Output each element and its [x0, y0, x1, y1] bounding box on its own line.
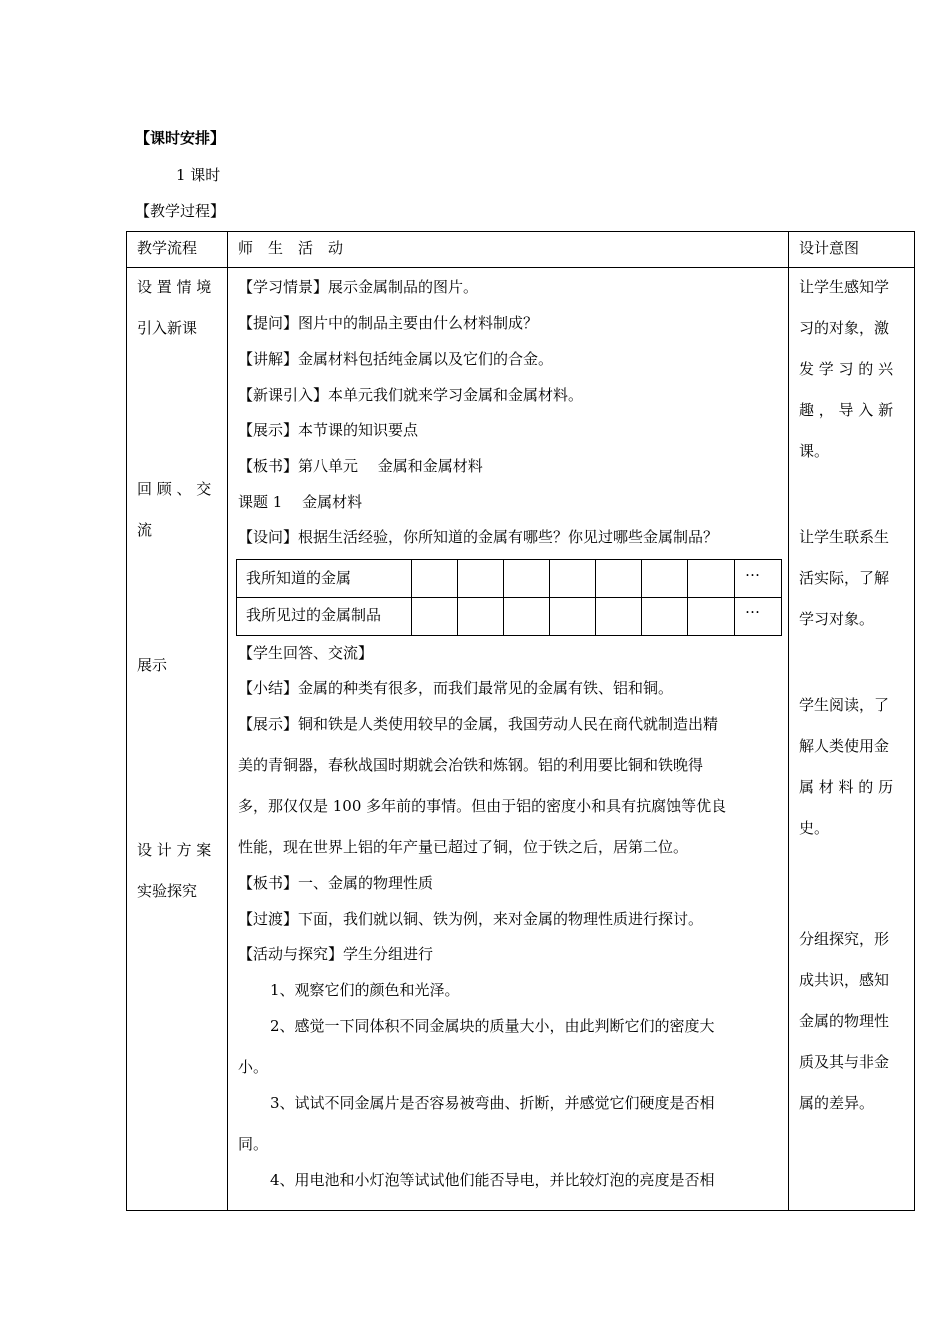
- intent-line: 解人类使用金: [799, 737, 890, 755]
- intent-line: 课。: [799, 442, 830, 460]
- activity-line: 【学生回答、交流】: [238, 644, 374, 662]
- col-header-activity: 师 生 活 动: [238, 239, 344, 257]
- schedule-heading: 【课时安排】: [135, 129, 226, 147]
- activity-line: 4、用电池和小灯泡等试试他们能否导电，并比较灯泡的亮度是否相: [270, 1171, 715, 1189]
- process-heading: 【教学过程】: [135, 202, 226, 220]
- flow-step: 引入新课: [137, 319, 198, 337]
- intent-line: 属的差异。: [799, 1094, 875, 1112]
- inner-row-label: 我所见过的金属制品: [246, 606, 382, 624]
- activity-line: 1、观察它们的颜色和光泽。: [270, 981, 460, 999]
- intent-line: 活实际，了解: [799, 569, 890, 587]
- intent-line: 分组探究，形: [799, 930, 890, 948]
- activity-line: 【展示】本节课的知识要点: [238, 421, 419, 439]
- activity-line: 多，那仅仅是 100 多年前的事情。但由于铝的密度小和具有抗腐蚀等优良: [238, 797, 727, 815]
- activity-line: 【活动与探究】学生分组进行: [238, 945, 434, 963]
- flow-step: 流: [137, 521, 153, 539]
- activity-line: 同。: [238, 1135, 269, 1153]
- activity-line: 性能，现在世界上铝的年产量已超过了铜，位于铁之后，居第二位。: [238, 838, 689, 856]
- intent-line: 属 材 料 的 历: [799, 778, 894, 796]
- col-header-flow: 教学流程: [137, 239, 198, 257]
- intent-line: 学习对象。: [799, 610, 875, 628]
- activity-line: 【讲解】金属材料包括纯金属以及它们的合金。: [238, 350, 554, 368]
- activity-line: 【过渡】下面，我们就以铜、铁为例，来对金属的物理性质进行探讨。: [238, 910, 704, 928]
- intent-line: 发 学 习 的 兴: [799, 360, 894, 378]
- activity-line: 【板书】一、金属的物理性质: [238, 874, 434, 892]
- metal-survey-table: [236, 559, 782, 636]
- intent-line: 学生阅读，了: [799, 696, 890, 714]
- flow-step: 回 顾 、 交: [137, 480, 212, 498]
- col-header-intent: 设计意图: [799, 239, 860, 257]
- flow-step: 展示: [137, 656, 168, 674]
- activity-line: 【展示】铜和铁是人类使用较早的金属，我国劳动人民在商代就制造出精: [238, 715, 719, 733]
- activity-line: 【设问】根据生活经验，你所知道的金属有哪些？你见过哪些金属制品？: [238, 528, 719, 546]
- intent-line: 趣 ， 导 入 新: [799, 401, 894, 419]
- activity-line: 课题 1 金属材料: [238, 493, 363, 511]
- teaching-process-table: [126, 231, 915, 1211]
- inner-row-label: 我所知道的金属: [246, 569, 352, 587]
- activity-line: 【学习情景】展示金属制品的图片。: [238, 278, 479, 296]
- flow-step: 实验探究: [137, 882, 198, 900]
- activity-line: 小。: [238, 1058, 269, 1076]
- activity-line: 【小结】金属的种类有很多，而我们最常见的金属有铁、铝和铜。: [238, 679, 674, 697]
- intent-line: 成共识，感知: [799, 971, 890, 989]
- inner-row-ellipsis: …: [745, 599, 760, 617]
- activity-line: 【新课引入】本单元我们就来学习金属和金属材料。: [238, 386, 584, 404]
- flow-step: 设 计 方 案: [137, 841, 212, 859]
- intent-line: 让学生联系生: [799, 528, 890, 546]
- inner-row-ellipsis: …: [745, 562, 760, 580]
- intent-line: 习的对象，激: [799, 319, 890, 337]
- intent-line: 质及其与非金: [799, 1053, 890, 1071]
- intent-line: 史。: [799, 819, 830, 837]
- intent-line: 让学生感知学: [799, 278, 890, 296]
- schedule-value: 1 课时: [176, 166, 221, 184]
- intent-line: 金属的物理性: [799, 1012, 890, 1030]
- flow-step: 设 置 情 境: [137, 278, 212, 296]
- activity-line: 3、试试不同金属片是否容易被弯曲、折断，并感觉它们硬度是否相: [270, 1094, 715, 1112]
- activity-line: 【板书】第八单元 金属和金属材料: [238, 457, 483, 475]
- activity-line: 【提问】图片中的制品主要由什么材料制成？: [238, 314, 539, 332]
- activity-line: 2、感觉一下同体积不同金属块的质量大小，由此判断它们的密度大: [270, 1017, 715, 1035]
- activity-line: 美的青铜器，春秋战国时期就会冶铁和炼钢。铝的利用要比铜和铁晚得: [238, 756, 704, 774]
